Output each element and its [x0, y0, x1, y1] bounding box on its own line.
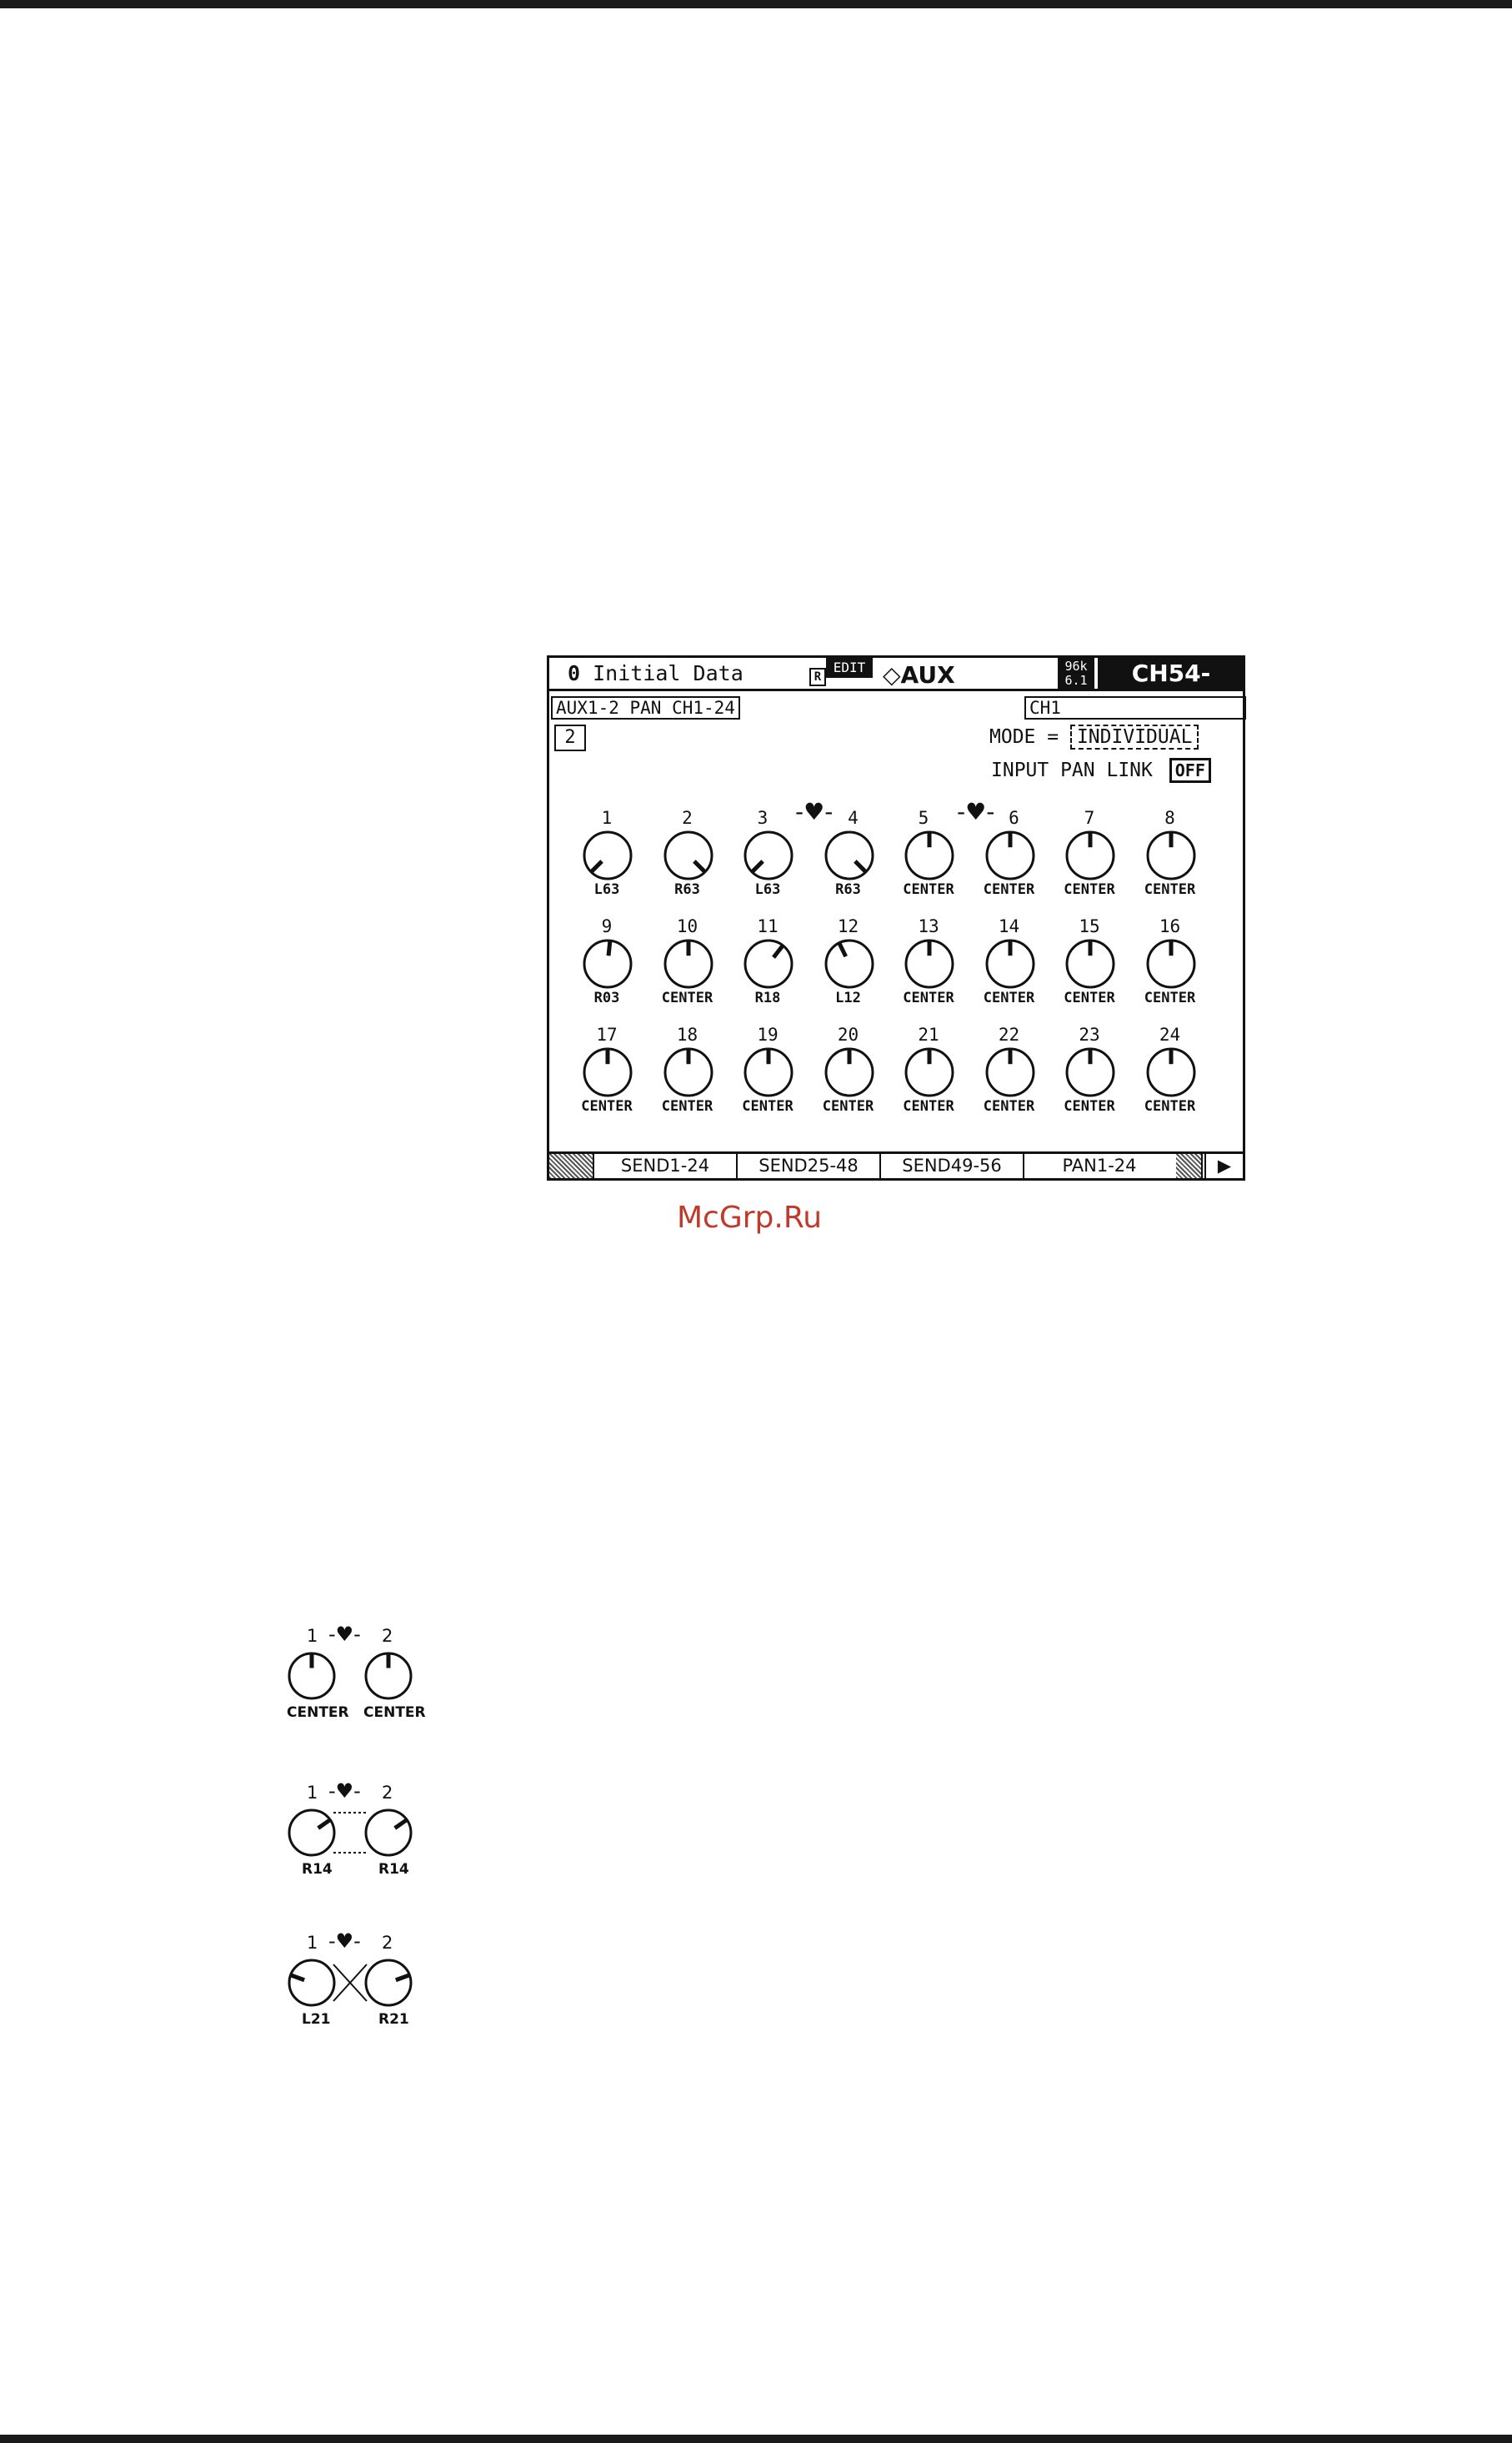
- tab-filler-right: [1176, 1154, 1203, 1178]
- example-left-value: CENTER: [287, 1704, 349, 1721]
- knob-number: 17: [596, 1025, 618, 1045]
- section-label: ◇AUX: [883, 661, 955, 689]
- pan-knob-ch8[interactable]: [1131, 808, 1209, 908]
- channel-range: CH54-CH54: [1098, 658, 1244, 690]
- edit-badge: EDIT: [826, 658, 873, 678]
- tab-send49-56[interactable]: SEND49-56: [881, 1154, 1024, 1178]
- knob-dial-icon: [1064, 830, 1116, 881]
- pan-knob-ch10[interactable]: [648, 916, 727, 1016]
- pan-link-example-1: [282, 1623, 440, 1734]
- example-link-symbol: -♥-: [328, 1779, 361, 1803]
- top-rule: [0, 0, 1512, 8]
- tab-filler-left: [549, 1154, 594, 1178]
- pan-knob-ch1[interactable]: [568, 808, 646, 908]
- example-right-value: R14: [378, 1861, 409, 1878]
- knob-value: CENTER: [1144, 990, 1196, 1006]
- pan-link-example-2: [282, 1779, 440, 1891]
- knob-dial-icon: [743, 1046, 794, 1098]
- example-right-number: 2: [382, 1783, 393, 1803]
- knob-dial-icon: [663, 830, 714, 881]
- knob-value: CENTER: [661, 990, 713, 1006]
- pair-link-symbol-3-4: -♥-: [795, 798, 834, 825]
- pan-knob-ch15[interactable]: [1050, 916, 1129, 1016]
- knob-number: 19: [757, 1025, 779, 1045]
- mode-value-button[interactable]: INDIVIDUAL: [1070, 725, 1199, 750]
- example-right-number: 2: [382, 1626, 393, 1646]
- example-left-number: 1: [307, 1933, 318, 1953]
- knob-dial-icon: [1064, 1046, 1116, 1098]
- knob-dial-icon: [743, 830, 794, 881]
- knob-number: 21: [918, 1025, 939, 1045]
- knob-number: 14: [998, 916, 1020, 936]
- knob-value: CENTER: [983, 881, 1035, 898]
- pan-knob-ch20[interactable]: [809, 1025, 888, 1125]
- knob-dial-icon: [904, 1046, 955, 1098]
- tab-pan1-24[interactable]: PAN1-24: [1024, 1154, 1174, 1178]
- knob-dial-icon: [582, 1046, 633, 1098]
- pan-knob-ch19[interactable]: [728, 1025, 807, 1125]
- knob-value: L63: [754, 881, 781, 898]
- knob-number: 8: [1164, 808, 1175, 828]
- knob-number: 4: [848, 808, 859, 828]
- pan-knob-ch16[interactable]: [1131, 916, 1209, 1016]
- knob-value: CENTER: [983, 1098, 1035, 1115]
- knob-value: L12: [835, 990, 861, 1006]
- example-left-number: 1: [307, 1626, 318, 1646]
- knob-number: 7: [1084, 808, 1095, 828]
- tab-send25-48[interactable]: SEND25-48: [738, 1154, 881, 1178]
- knob-value: CENTER: [1064, 881, 1115, 898]
- knob-number: 5: [918, 808, 929, 828]
- knob-dial-icon: [904, 938, 955, 990]
- knob-number: 11: [757, 916, 779, 936]
- knob-value: CENTER: [581, 1098, 633, 1115]
- example-link-symbol: -♥-: [328, 1623, 361, 1646]
- example-left-value: L21: [302, 2011, 331, 2028]
- knob-dial-icon: [984, 1046, 1036, 1098]
- scene-number: 0: [568, 661, 581, 685]
- knob-number: 12: [837, 916, 859, 936]
- watermark: McGrp.Ru: [677, 1201, 823, 1235]
- pan-knob-ch23[interactable]: [1050, 1025, 1129, 1125]
- knob-number: 2: [682, 808, 693, 828]
- knob-number: 18: [676, 1025, 698, 1045]
- knob-number: 16: [1159, 916, 1181, 936]
- knob-value: CENTER: [742, 1098, 794, 1115]
- knob-dial-icon: [1064, 938, 1116, 990]
- scene-memory[interactable]: [568, 661, 743, 685]
- mode-row: [989, 726, 1199, 748]
- channel-tag: CH1: [1024, 696, 1246, 720]
- knob-number: 22: [998, 1025, 1020, 1045]
- knob-dial-icon: [663, 1046, 714, 1098]
- pan-knob-ch22[interactable]: [970, 1025, 1049, 1125]
- knob-dial-icon: [663, 938, 714, 990]
- pan-knob-ch7[interactable]: [1050, 808, 1129, 908]
- knob-dial-icon: [824, 938, 875, 990]
- input-pan-link-button[interactable]: OFF: [1169, 758, 1211, 783]
- read-only-badge: R: [809, 668, 826, 686]
- page-number: 2: [554, 725, 586, 751]
- tab-send1-24[interactable]: SEND1-24: [594, 1154, 738, 1178]
- pair-link-symbol-5-6: -♥-: [957, 798, 995, 825]
- example-right-number: 2: [382, 1933, 393, 1953]
- pan-knob-ch13[interactable]: [889, 916, 968, 1016]
- scene-name: Initial Data: [593, 661, 743, 685]
- page-tag: AUX1-2 PAN CH1-24: [551, 696, 740, 720]
- knob-dial-icon: [743, 938, 794, 990]
- pan-knob-ch5[interactable]: [889, 808, 968, 908]
- pan-knob-ch17[interactable]: [568, 1025, 646, 1125]
- sampling-badge: [1058, 658, 1094, 690]
- knob-value: CENTER: [903, 990, 954, 1006]
- knob-dial-icon: [904, 830, 955, 881]
- knob-value: L63: [593, 881, 620, 898]
- knob-dial-icon: [824, 830, 875, 881]
- knob-value: CENTER: [1064, 990, 1115, 1006]
- tab-bar: [549, 1151, 1243, 1178]
- knob-value: R63: [674, 881, 700, 898]
- knob-dial-icon: [824, 1046, 875, 1098]
- knob-value: R63: [835, 881, 861, 898]
- knob-value: CENTER: [903, 1098, 954, 1115]
- mode-label: MODE =: [989, 726, 1059, 748]
- knob-value: CENTER: [983, 990, 1035, 1006]
- knob-number: 1: [601, 808, 613, 828]
- example-link-symbol: -♥-: [328, 1929, 361, 1953]
- knob-dial-icon: [984, 938, 1036, 990]
- knob-dial-icon: [1145, 938, 1197, 990]
- example-left-number: 1: [307, 1783, 318, 1803]
- example-right-value: R21: [378, 2011, 409, 2028]
- pan-knob-ch21[interactable]: [889, 1025, 968, 1125]
- example-left-value: R14: [302, 1861, 333, 1878]
- knob-value: CENTER: [1144, 1098, 1196, 1115]
- knob-value: CENTER: [661, 1098, 713, 1115]
- knob-value: CENTER: [903, 881, 954, 898]
- pan-link-example-3: [282, 1929, 440, 2041]
- knob-dial-icon: [582, 938, 633, 990]
- input-pan-link-label: INPUT PAN LINK: [991, 760, 1153, 781]
- sampling-rate: 96k: [1064, 659, 1088, 674]
- pan-knob-ch18[interactable]: [648, 1025, 727, 1125]
- pan-knob-ch2[interactable]: [648, 808, 727, 908]
- knob-value: CENTER: [1064, 1098, 1115, 1115]
- knob-value: R03: [593, 990, 620, 1006]
- knob-number: 13: [918, 916, 939, 936]
- knob-value: CENTER: [1144, 881, 1196, 898]
- knob-number: 6: [1009, 808, 1019, 828]
- knob-value: R18: [754, 990, 781, 1006]
- knob-dial-icon: [582, 830, 633, 881]
- knob-number: 20: [837, 1025, 859, 1045]
- knob-dial-icon: [1145, 1046, 1197, 1098]
- knob-number: 3: [757, 808, 769, 828]
- input-pan-link-row: [991, 760, 1211, 781]
- pan-knob-ch12[interactable]: [809, 916, 888, 1016]
- knob-dial-icon: [1145, 830, 1197, 881]
- example-right-value: CENTER: [363, 1704, 426, 1721]
- bottom-rule: [0, 2435, 1512, 2443]
- knob-number: 24: [1159, 1025, 1181, 1045]
- knob-number: 10: [676, 916, 698, 936]
- knob-number: 23: [1079, 1025, 1100, 1045]
- pan-knob-ch11[interactable]: [728, 916, 807, 1016]
- knob-number: 9: [601, 916, 613, 936]
- knob-value: CENTER: [822, 1098, 874, 1115]
- tab-next-arrow[interactable]: ▶: [1204, 1154, 1243, 1178]
- pan-knob-ch24[interactable]: [1131, 1025, 1209, 1125]
- knob-dial-icon: [984, 830, 1036, 881]
- knob-number: 15: [1079, 916, 1100, 936]
- lcd-screen: [547, 655, 1245, 1181]
- surround-mode: 6.1: [1064, 673, 1088, 688]
- pan-knob-ch9[interactable]: [568, 916, 646, 1016]
- pan-knob-ch14[interactable]: [970, 916, 1049, 1016]
